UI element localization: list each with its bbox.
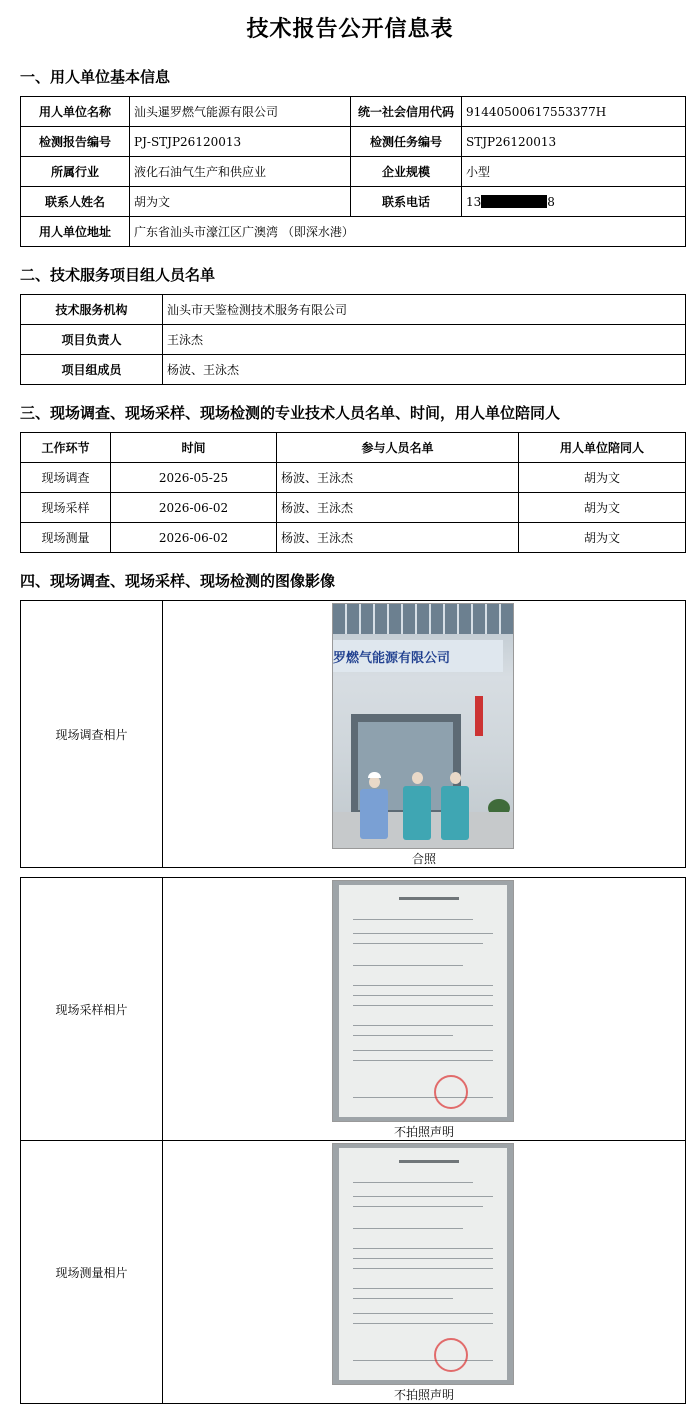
measure-photo-cell [163, 1141, 686, 1404]
table-header-row [21, 433, 686, 463]
basic-info-table [20, 96, 686, 247]
redaction-bar [481, 195, 547, 208]
measure-document-photo [332, 1143, 514, 1385]
sampling-document-photo [332, 880, 514, 1122]
page-title: 技术报告公开信息表 [246, 17, 454, 42]
table-row [21, 1141, 686, 1404]
document-line [353, 943, 483, 944]
contact-value: 胡为文 [130, 187, 351, 217]
staff-cell: 杨波、王泳杰 [277, 463, 519, 493]
document-line [353, 1268, 493, 1269]
red-seal [434, 1338, 468, 1372]
scale-label: 企业规模 [351, 157, 462, 187]
table-row [21, 878, 686, 1141]
header-companion: 用人单位陪同人 [519, 433, 686, 463]
industry-value: 液化石油气生产和供应业 [130, 157, 351, 187]
document-line [353, 1258, 493, 1259]
table-row [21, 463, 686, 493]
table-row [21, 355, 686, 385]
document-line [353, 1050, 493, 1051]
companion-cell: 胡为文 [519, 463, 686, 493]
document-line [353, 1248, 493, 1249]
document-line [353, 985, 493, 986]
measure-photo-label: 现场测量相片 [21, 1141, 163, 1404]
document-line [353, 1228, 463, 1229]
org-value: 汕头市天鉴检测技术服务有限公司 [163, 295, 686, 325]
task-no-label: 检测任务编号 [351, 127, 462, 157]
address-label: 用人单位地址 [21, 217, 130, 247]
section-4-heading: 四、现场调查、现场采样、现场检测的图像影像 [20, 572, 336, 590]
phone-value [462, 187, 686, 217]
section-2-heading: 二、技术服务项目组人员名单 [20, 266, 216, 284]
document-line [353, 1206, 483, 1207]
survey-photo-table [20, 600, 686, 868]
document-line [353, 1323, 493, 1324]
phone-label: 联系电话 [351, 187, 462, 217]
phone-suffix: 8 [547, 194, 555, 209]
table-row [21, 295, 686, 325]
table-row [21, 127, 686, 157]
building-windows [333, 604, 513, 634]
document-line [353, 995, 493, 996]
staff-cell: 杨波、王泳杰 [277, 493, 519, 523]
person-1-helmet [368, 772, 381, 778]
scale-value: 小型 [462, 157, 686, 187]
header-date: 时间 [111, 433, 277, 463]
address-value: 广东省汕头市濠江区广澳湾 （即深水港） [130, 217, 686, 247]
section-1-heading: 一、用人单位基本信息 [20, 68, 171, 86]
date-cell: 2026-06-02 [111, 523, 277, 553]
industry-label: 所属行业 [21, 157, 130, 187]
document-line [353, 1005, 493, 1006]
document-paper [339, 1148, 507, 1380]
staff-cell: 杨波、王泳杰 [277, 523, 519, 553]
companion-cell: 胡为文 [519, 493, 686, 523]
document-line [353, 1035, 453, 1036]
report-no-value: PJ-STJP26120013 [130, 127, 351, 157]
table-row [21, 157, 686, 187]
document-line [353, 1025, 493, 1026]
document-title-mark [399, 897, 459, 900]
document-line [353, 1182, 473, 1183]
measure-photo-caption: 不拍照声明 [393, 1388, 454, 1402]
sampling-photo-table [20, 877, 686, 1404]
org-label: 技术服务机构 [21, 295, 163, 325]
document-line [353, 1360, 493, 1361]
date-cell: 2026-06-02 [111, 493, 277, 523]
contact-label: 联系人姓名 [21, 187, 130, 217]
sampling-photo-caption: 不拍照声明 [393, 1125, 454, 1139]
survey-photo-cell [163, 601, 686, 868]
red-seal [434, 1075, 468, 1109]
survey-photo-label: 现场调查相片 [21, 601, 163, 868]
person-3 [441, 786, 469, 840]
members-label: 项目组成员 [21, 355, 163, 385]
person-2 [403, 786, 431, 840]
document-paper [339, 885, 507, 1117]
report-no-label: 检测报告编号 [21, 127, 130, 157]
document-line [353, 1288, 493, 1289]
table-row [21, 325, 686, 355]
red-banner [475, 696, 483, 736]
unit-name-value: 汕头暹罗燃气能源有限公司 [130, 97, 351, 127]
task-no-value: STJP26120013 [462, 127, 686, 157]
team-table [20, 294, 686, 385]
header-stage: 工作环节 [21, 433, 111, 463]
table-row [21, 601, 686, 868]
document-line [353, 1313, 493, 1314]
section-3-heading: 三、现场调查、现场采样、现场检测的专业技术人员名单、时间，用人单位陪同人 [20, 404, 561, 422]
table-row [21, 493, 686, 523]
document-line [353, 1196, 493, 1197]
header-staff: 参与人员名单 [277, 433, 519, 463]
table-row [21, 187, 686, 217]
stage-cell: 现场测量 [21, 523, 111, 553]
date-cell: 2026-05-25 [111, 463, 277, 493]
stage-cell: 现场采样 [21, 493, 111, 523]
document-title-mark [399, 1160, 459, 1163]
group-photo [332, 603, 514, 849]
document-line [353, 965, 463, 966]
credit-code-label: 统一社会信用代码 [351, 97, 462, 127]
document-line [353, 919, 473, 920]
sampling-photo-label: 现场采样相片 [21, 878, 163, 1141]
leader-value: 王泳杰 [163, 325, 686, 355]
building-sign-text: 罗燃气能源有限公司 [333, 651, 451, 666]
document-line [353, 1060, 493, 1061]
document-line [353, 1298, 453, 1299]
credit-code-value: 91440500617553377H [462, 97, 686, 127]
survey-photo-caption: 合照 [411, 852, 436, 866]
table-row [21, 97, 686, 127]
leader-label: 项目负责人 [21, 325, 163, 355]
unit-name-label: 用人单位名称 [21, 97, 130, 127]
sampling-photo-cell [163, 878, 686, 1141]
stage-cell: 现场调查 [21, 463, 111, 493]
table-row [21, 523, 686, 553]
document-line [353, 1097, 493, 1098]
table-row [21, 217, 686, 247]
person-1 [360, 789, 388, 839]
companion-cell: 胡为文 [519, 523, 686, 553]
phone-prefix: 13 [466, 194, 482, 209]
members-value: 杨波、王泳杰 [163, 355, 686, 385]
person-3-head [450, 772, 461, 784]
schedule-table [20, 432, 686, 553]
person-2-head [412, 772, 423, 784]
document-line [353, 933, 493, 934]
